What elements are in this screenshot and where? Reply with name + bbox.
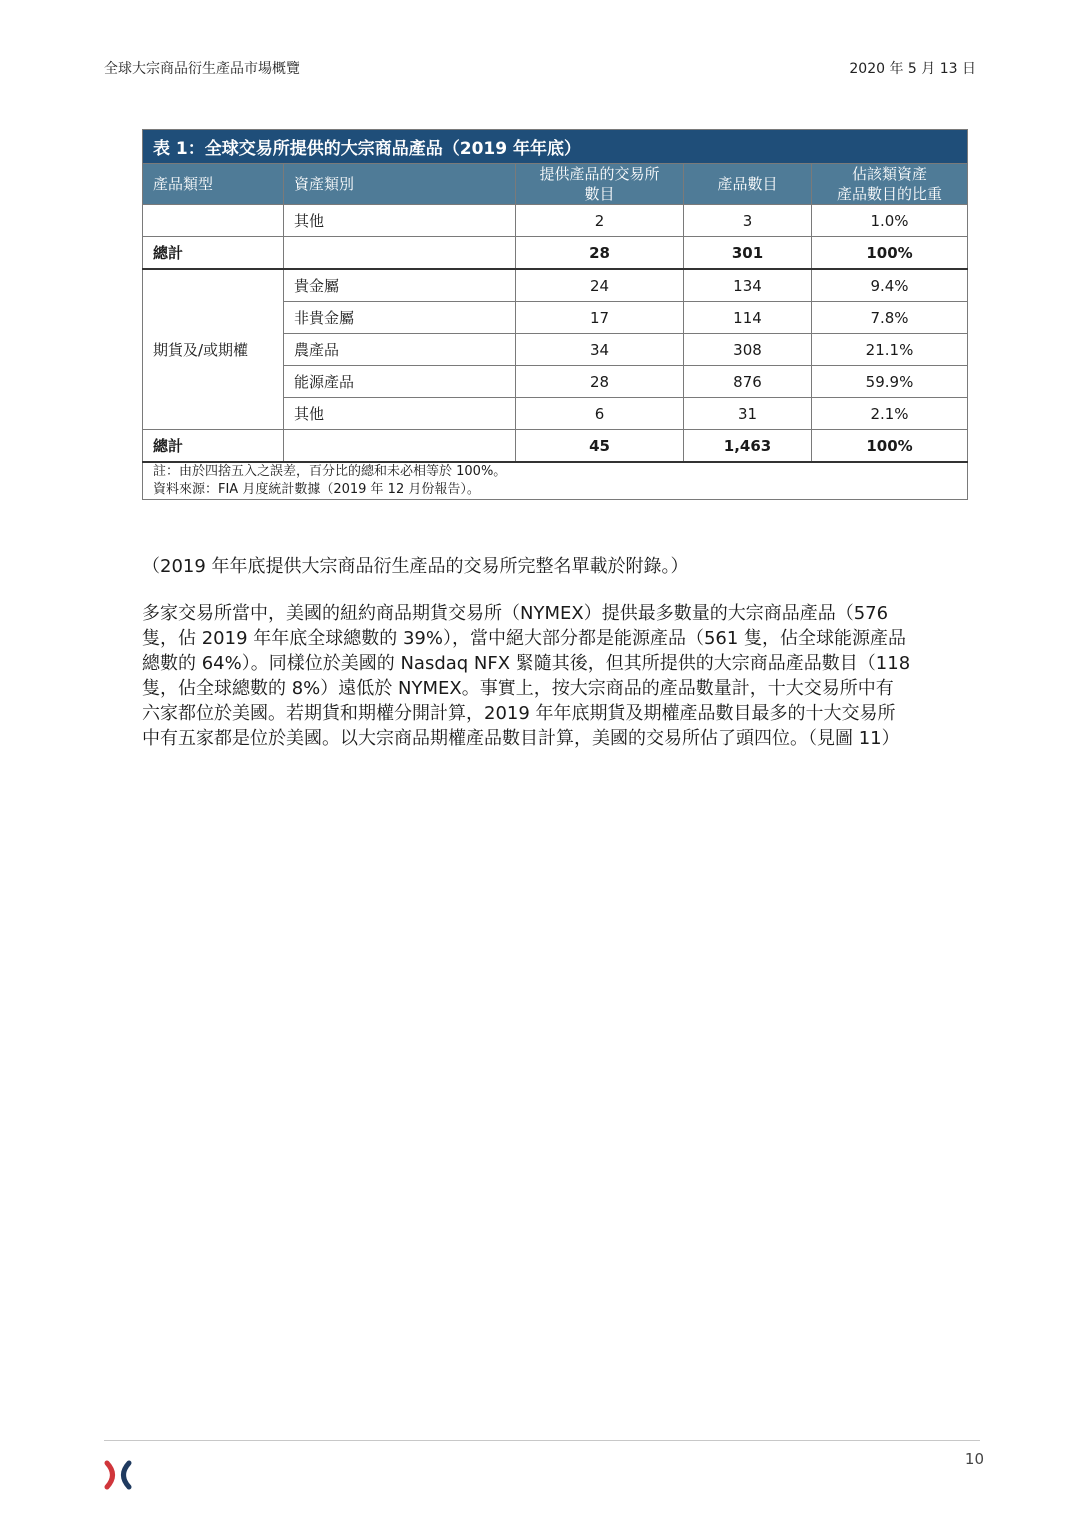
body-line: 隻，佔全球總數的 8%）遠低於 NYMEX。事實上，按大宗商品的產品數量計，十大交易所中有 [142, 678, 894, 699]
appendix-note: （2019 年年底提供大宗商品衍生產品的交易所完整名單載於附錄。） [142, 556, 689, 577]
table-row: 其他 2 3 1.0% [143, 205, 968, 237]
col-header-products: 產品數目 [684, 164, 812, 205]
table-row: 期貨及/或期權 貴金屬 24 134 9.4% [143, 269, 968, 302]
table-total-row: 總計 28 301 100% [143, 237, 968, 270]
col-header-share: 佔該類資產 產品數目的比重 [812, 164, 968, 205]
table-note-source: 資料來源：FIA 月度統計數據（2019 年 12 月份報告）。 [153, 482, 480, 497]
table-note-rounding: 註：由於四捨五入之誤差，百分比的總和未必相等於 100%。 [153, 464, 507, 479]
table-row: 非貴金屬 17 114 7.8% [143, 302, 968, 334]
group-label: 期貨及/或期權 [143, 269, 284, 430]
table-row: 農產品 34 308 21.1% [143, 334, 968, 366]
table-total-row: 總計 45 1,463 100% [143, 430, 968, 463]
table-notes [143, 462, 968, 500]
body-line: 多家交易所當中，美國的紐約商品期貨交易所（NYMEX）提供最多數量的大宗商品產品（576 [142, 603, 889, 624]
col-header-product-type: 產品類型 [143, 164, 284, 205]
body-line: 六家都位於美國。若期貨和期權分開計算，2019 年年底期貨及期權產品數目最多的十大交易所 [142, 703, 896, 724]
col-header-exchanges: 提供產品的交易所 數目 [516, 164, 684, 205]
body-line: 隻，佔 2019 年年底全球總數的 39%），當中絕大部分都是能源產品（561 隻，佔全球能源產品 [142, 628, 907, 649]
body-line: 總數的 64%）。同樣位於美國的 Nasdaq NFX 緊隨其後，但其所提供的大宗商品產品數目（118 [142, 653, 911, 674]
table-row: 其他 6 31 2.1% [143, 398, 968, 430]
page-number: 10 [964, 1450, 984, 1468]
body-paragraph [142, 601, 982, 751]
footer-divider [104, 1440, 980, 1441]
body-line: 中有五家都是位於美國。以大宗商品期權產品數目計算，美國的交易所佔了頭四位。（見圖 11） [142, 728, 900, 749]
hkex-logo-icon [104, 1460, 132, 1490]
doc-date-header: 2020 年 5 月 13 日 [849, 61, 976, 77]
table-row: 能源產品 28 876 59.9% [143, 366, 968, 398]
commodity-products-table [142, 129, 968, 500]
table-caption: 表 1：全球交易所提供的大宗商品產品（2019 年年底） [143, 130, 968, 164]
doc-title-header: 全球大宗商品衍生產品市場概覽 [104, 61, 300, 77]
col-header-asset-class: 資產類別 [284, 164, 516, 205]
